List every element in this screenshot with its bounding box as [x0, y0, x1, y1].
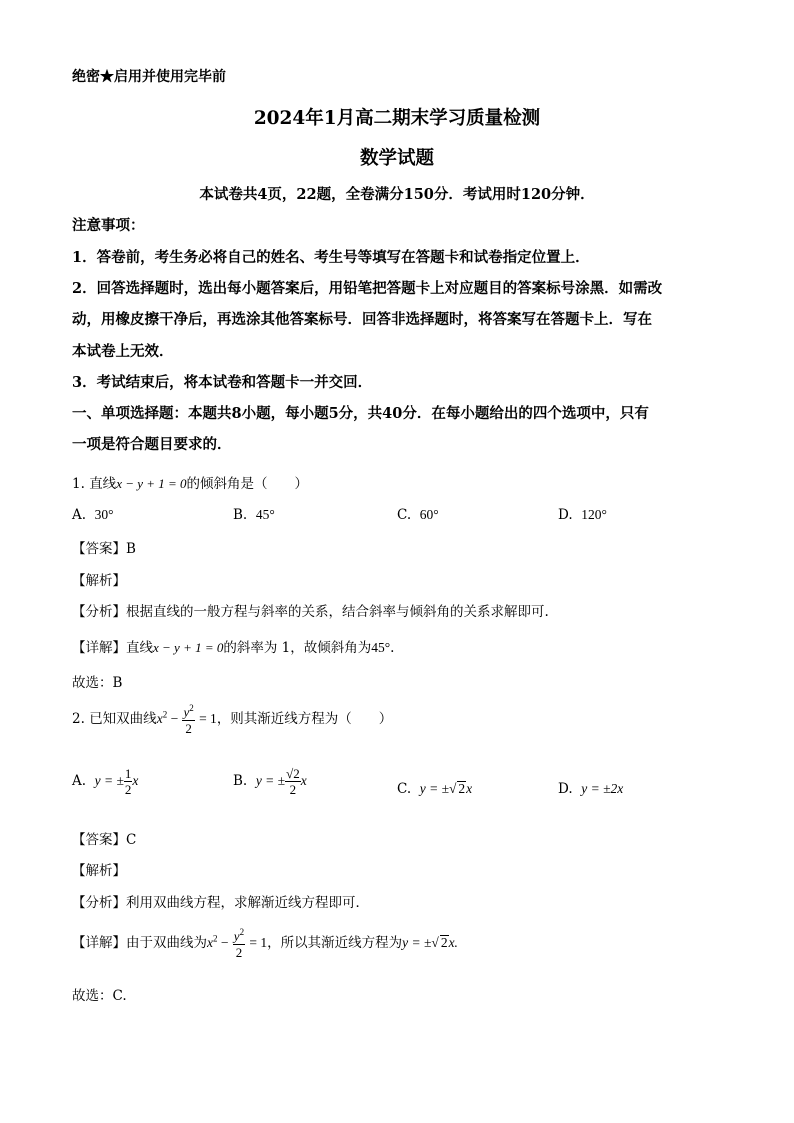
fenxi-tag: 【分析】	[72, 895, 126, 911]
option-c[interactable]: C. 60°	[397, 507, 439, 523]
question-1-stem	[72, 472, 308, 492]
exam-info: 本试卷共4页，22题，全卷满分150分．考试用时120分钟．	[199, 186, 595, 203]
question-text: 直线	[89, 476, 117, 492]
confidential-label: 绝密★启用并使用完毕前	[72, 69, 226, 85]
equation: x − y + 1 = 0	[153, 640, 224, 655]
answer-value: C	[126, 832, 137, 848]
option-a[interactable]: A. 30°	[72, 507, 114, 523]
exam-subtitle: 数学试题	[359, 148, 434, 169]
question-number: 2.	[72, 711, 85, 728]
fenxi-line	[72, 600, 549, 620]
fenxi-line	[72, 891, 369, 911]
analysis-tag: 【解析】	[72, 573, 126, 589]
detail-line: 【详解】直线x − y + 1 = 0的斜率为 1，故倾斜角为45°.	[72, 640, 395, 656]
option-a[interactable]: A. y = ± $\frac{1}{2}$ x	[72, 766, 139, 797]
equation: x − y + 1 = 0	[116, 476, 187, 491]
choice-line: 故选：C.	[72, 988, 127, 1004]
question-text: 的倾斜角是（ ）	[186, 476, 309, 492]
analysis-tag: 【解析】	[72, 863, 126, 879]
option-c[interactable]: C. y = ±√ 2x	[397, 781, 473, 797]
fenxi-text: 根据直线的一般方程与斜率的关系，结合斜率与倾斜角的关系求解即可.	[126, 604, 549, 620]
choice-line: 故选：B	[72, 675, 123, 691]
option-d[interactable]: D. 120°	[558, 507, 607, 523]
answer-line	[72, 828, 136, 848]
detail-tag: 【详解】	[72, 640, 126, 656]
fenxi-text: 利用双曲线方程，求解渐近线方程即可．	[126, 895, 369, 911]
exam-title: 2024年1月高二期末学习质量检测	[253, 108, 541, 129]
detail-line: 【详解】由于双曲线为$x^2$ − $\frac{y^2}{2}$ = 1，所以其渐近线方程为y = ±√ 2x.	[72, 927, 458, 961]
section-heading-line-2: 一项是符合题目要求的．	[72, 436, 232, 453]
section-heading-line-1: 一、单项选择题：本题共8小题，每小题5分，共40分．在每小题给出的四个选项中，只有	[72, 405, 649, 422]
question-number: 1.	[72, 476, 85, 492]
answer-value: B	[126, 541, 136, 557]
fenxi-tag: 【分析】	[72, 604, 126, 620]
note-2-line-3: 本试卷上无效．	[72, 343, 174, 360]
note-1: 1．答卷前，考生务必将自己的姓名、考生号等填写在答题卡和试卷指定位置上．	[72, 249, 590, 266]
note-2-line-2: 动，用橡皮擦干净后，再选涂其他答案标号．回答非选择题时，将答案写在答题卡上．写在	[72, 311, 652, 328]
option-d[interactable]: D. y = ±2x	[558, 781, 624, 797]
detail-tag: 【详解】	[72, 935, 126, 952]
question-2-stem: 2. 已知双曲线$x^2$ − $\frac{y^2}{2}$ = 1，则其渐近线方程为（ ）	[72, 703, 393, 737]
note-2-line-1: 2．回答选择题时，选出每小题答案后，用铅笔把答题卡上对应题目的答案标号涂黑．如需改	[72, 280, 663, 297]
option-b[interactable]: B. y = ± $\frac{√2}{2}$ x	[233, 766, 307, 797]
answer-line	[72, 537, 136, 557]
option-b[interactable]: B. 45°	[233, 507, 275, 523]
answer-tag: 【答案】	[72, 541, 126, 557]
note-3: 3．考试结束后，将本试卷和答题卡一并交回．	[72, 374, 373, 391]
notes-heading: 注意事项：	[72, 217, 145, 234]
answer-tag: 【答案】	[72, 832, 126, 848]
